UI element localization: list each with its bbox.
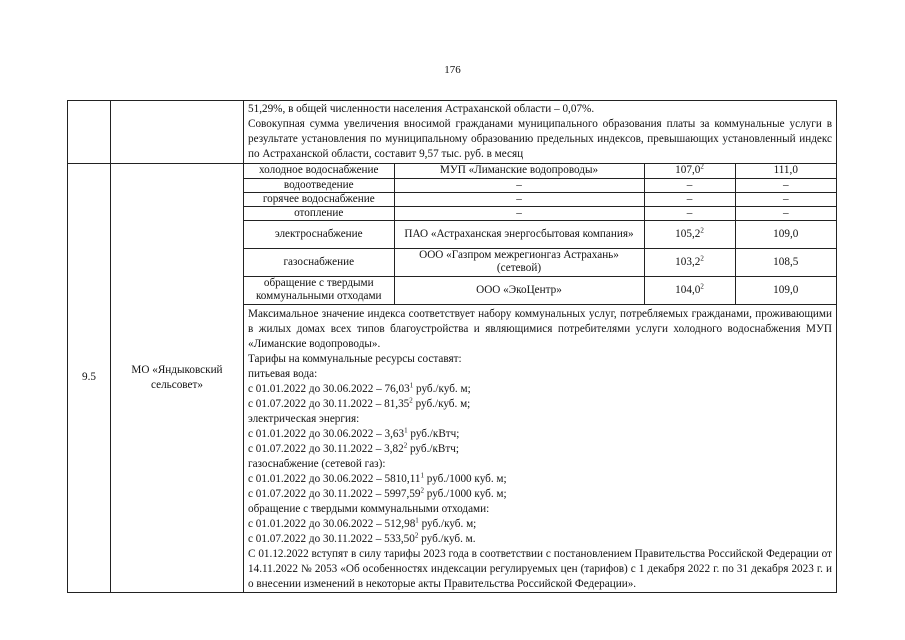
tariff-period-value: с 01.01.2022 до 30.06.2022 – 3,63 — [248, 427, 405, 440]
tariff-period-value: с 01.07.2022 до 30.11.2022 – 3,82 — [248, 442, 404, 455]
tariff-group-title: электрическая энергия: — [248, 412, 360, 425]
tariff-period-value: с 01.01.2022 до 30.06.2022 – 76,03 — [248, 382, 410, 395]
top-row — [68, 101, 837, 164]
service-index — [644, 220, 735, 248]
description-intro: Максимальное значение индекса соответствует набору коммунальных услуг, потребляемых гражданами, проживающими в жилых домах всех типов благоустройства и являющимися потребителями услуги холодного водоснабжения МУП «Лиманские водопроводы». — [248, 307, 832, 350]
services-table — [244, 164, 836, 305]
tariff-footnote: 1 — [404, 425, 408, 434]
services-body — [244, 164, 836, 304]
service-provider: ООО «Газпром межрегионгаз Астрахань» (сетевой) — [394, 248, 644, 276]
service-name: электроснабжение — [244, 220, 394, 248]
index-footnote: 2 — [700, 281, 704, 290]
service-name: газоснабжение — [244, 248, 394, 276]
service-row — [244, 178, 836, 192]
tariff-line — [248, 427, 832, 442]
service-index — [644, 192, 735, 206]
tariff-footnote: 1 — [409, 380, 414, 389]
tariff-group-title: питьевая вода: — [248, 367, 318, 380]
tariff-period-value: с 01.01.2022 до 30.06.2022 – 512,98 — [248, 517, 416, 530]
index-value: – — [686, 178, 693, 191]
service-value: 111,0 — [735, 164, 836, 178]
index-footnote: 2 — [700, 225, 704, 234]
top-row-line: Совокупная сумма увеличения вносимой гражданами муниципального образования платы за коммунальные услуги в результате установления по муниципальному образованию предельных индексов, превышающих установленный индекс по Астраханской области, составит 9,57 тыс. руб. в месяц — [248, 118, 832, 160]
tariff-footnote: 1 — [415, 515, 419, 524]
tariff-footnote: 1 — [420, 470, 424, 479]
service-index — [644, 248, 735, 276]
service-row — [244, 220, 836, 248]
tariff-line — [248, 472, 832, 487]
service-value: 109,0 — [735, 276, 836, 304]
service-row — [244, 276, 836, 304]
tariff-unit: руб./куб. м; — [418, 517, 477, 530]
index-footnote: 2 — [700, 162, 704, 171]
service-provider: – — [394, 178, 644, 192]
service-row — [244, 206, 836, 220]
tariff-unit: руб./куб. м; — [413, 382, 471, 395]
description-block — [244, 305, 836, 592]
service-row — [244, 248, 836, 276]
service-row — [244, 192, 836, 206]
index-value: 103,2 — [675, 255, 701, 268]
empty-number-cell — [68, 101, 111, 164]
service-value: – — [735, 192, 836, 206]
index-value: 104,0 — [675, 283, 701, 296]
service-index — [644, 276, 735, 304]
tariff-unit: руб./куб. м; — [412, 397, 471, 410]
tariff-period-value: с 01.01.2022 до 30.06.2022 – 5810,11 — [248, 472, 421, 485]
service-index — [644, 206, 735, 220]
tariff-unit: руб./кВтч; — [407, 427, 460, 440]
service-value: – — [735, 178, 836, 192]
service-row — [244, 164, 836, 178]
index-value: – — [686, 206, 693, 219]
index-value: – — [686, 192, 693, 205]
tariff-groups — [248, 367, 832, 547]
tariff-footnote: 2 — [414, 530, 419, 539]
top-row-line: 51,29%, в общей численности населения Астраханской области – 0,07%. — [248, 103, 595, 115]
tariff-line — [248, 517, 832, 532]
tariff-period-value: с 01.07.2022 до 30.11.2022 – 5997,59 — [248, 487, 421, 500]
tariff-group-title: обращение с твердыми коммунальными отходами: — [248, 502, 490, 515]
tariff-table — [67, 100, 837, 593]
service-name: горячее водоснабжение — [244, 192, 394, 206]
tariff-footnote: 2 — [409, 395, 413, 404]
description-closing: С 01.12.2022 вступят в силу тарифы 2023 года в соответствии с постановлением Правительства Российской Федерации от 14.11.2022 № 2053 «Об особенностях индексации регулируемых цен (тарифов) с 1 декабря 2022 г. по 31 декабря 2023 г. и о внесении изменений в некоторые акты Правительства Российской Федерации». — [248, 547, 832, 590]
service-provider: – — [394, 206, 644, 220]
tariff-line — [248, 397, 832, 412]
top-row-text — [244, 101, 837, 164]
tariff-line — [248, 532, 832, 547]
tariff-line — [248, 442, 832, 457]
tariff-period-value: с 01.07.2022 до 30.11.2022 – 533,50 — [248, 532, 415, 545]
service-name: обращение с твердыми коммунальными отходами — [244, 276, 394, 304]
service-provider: – — [394, 192, 644, 206]
service-value: 108,5 — [735, 248, 836, 276]
tariff-group-title: газоснабжение (сетевой газ): — [248, 457, 386, 470]
tariff-unit: руб./1000 куб. м; — [423, 487, 507, 500]
tariff-unit: руб./кВтч; — [407, 442, 459, 455]
service-name: отопление — [244, 206, 394, 220]
tariff-unit: руб./1000 куб. м; — [423, 472, 507, 485]
page-number: 176 — [444, 64, 461, 76]
service-name: холодное водоснабжение — [244, 164, 394, 178]
service-provider: МУП «Лиманские водопроводы» — [394, 164, 644, 178]
service-index — [644, 178, 735, 192]
service-index — [644, 164, 735, 178]
tariff-line — [248, 487, 832, 502]
tariff-line — [248, 382, 832, 397]
service-provider: ООО «ЭкоЦентр» — [394, 276, 644, 304]
index-value: 105,2 — [675, 227, 701, 240]
main-row — [68, 164, 837, 593]
service-value: 109,0 — [735, 220, 836, 248]
tariff-unit: руб./куб. м. — [418, 532, 476, 545]
service-provider: ПАО «Астраханская энергосбытовая компания» — [394, 220, 644, 248]
detail-cell — [244, 164, 837, 593]
mo-name: МО «Яндыковский сельсовет» — [111, 164, 244, 593]
tariffs-header: Тарифы на коммунальные ресурсы составят: — [248, 352, 462, 365]
tariff-period-value: с 01.07.2022 до 30.11.2022 – 81,35 — [248, 397, 410, 410]
service-name: водоотведение — [244, 178, 394, 192]
index-value: 107,0 — [675, 164, 701, 177]
row-number: 9.5 — [68, 164, 111, 593]
service-value: – — [735, 206, 836, 220]
empty-mo-cell — [111, 101, 244, 164]
index-footnote: 2 — [700, 253, 704, 262]
tariff-footnote: 2 — [420, 485, 424, 494]
tariff-footnote: 2 — [403, 440, 408, 449]
